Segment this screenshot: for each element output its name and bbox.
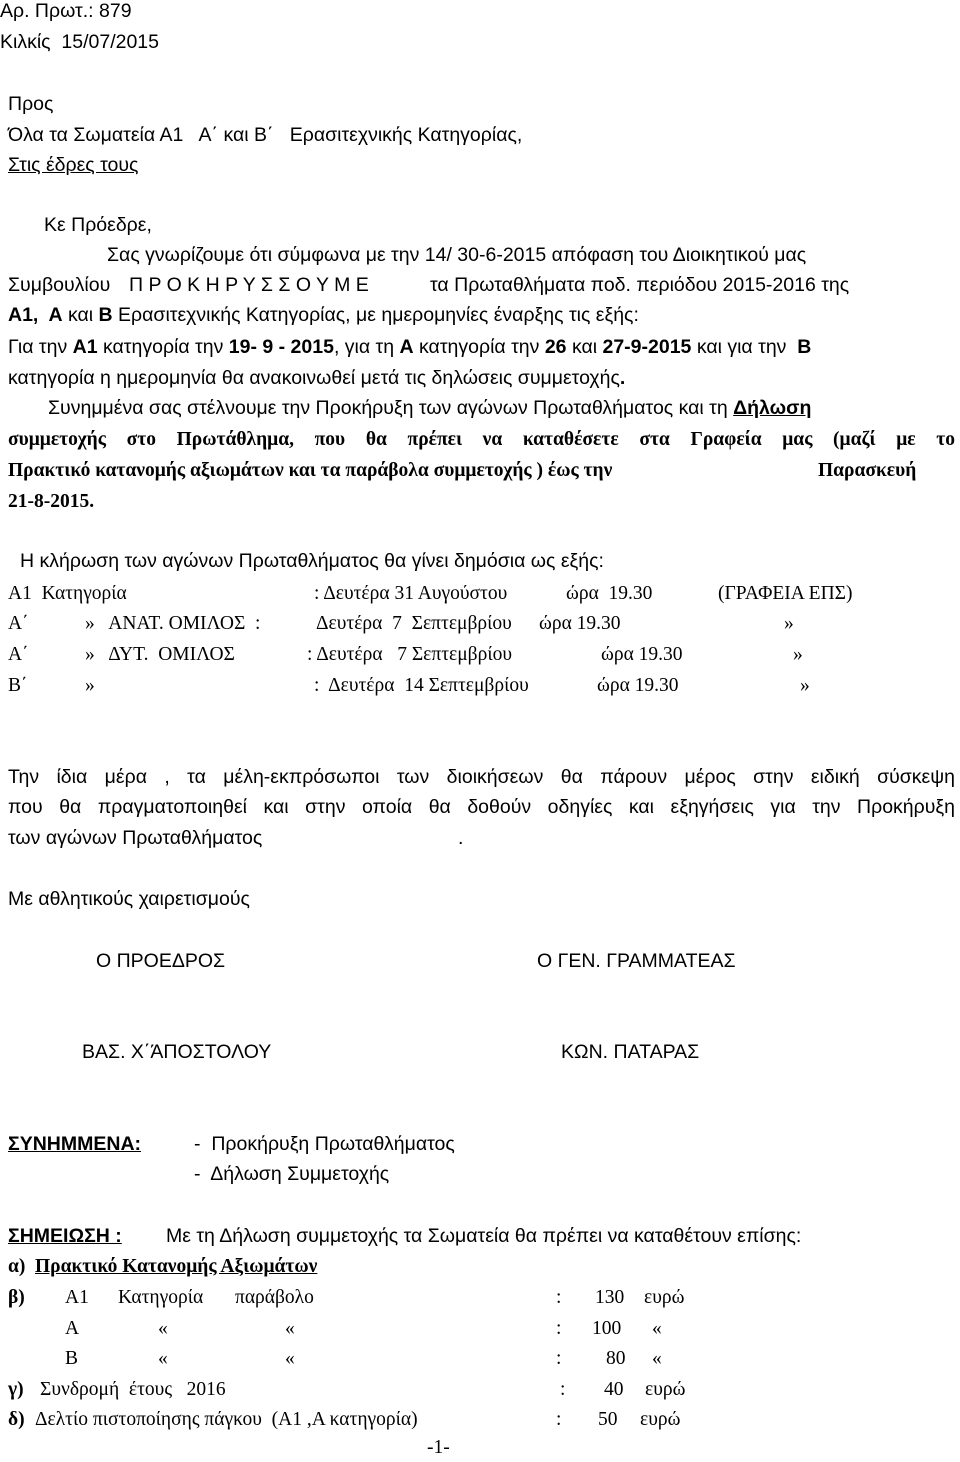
draw-intro: Η κλήρωση των αγώνων Πρωταθλήματος θα γίνει δημόσια ως εξής: bbox=[20, 550, 604, 572]
recipient-heading: Προς bbox=[8, 93, 54, 115]
paragraph-1-line-3: Α1, Α και Β Ερασιτεχνικής Κατηγορίας, με ημερομηνίες έναρξης τις εξής: bbox=[8, 304, 639, 326]
fee-category: Β bbox=[65, 1348, 79, 1369]
note-item-d-text: Δελτίο πιστοποίησης πάγκου (Α1 ,Α κατηγορία) bbox=[35, 1409, 418, 1430]
fee-colon: : bbox=[556, 1409, 562, 1430]
president-name: ΒΑΣ. Χ΄ΆΠΟΣΤΟΛΟΥ bbox=[82, 1041, 272, 1063]
paragraph-1-line-2a: Συμβουλίου bbox=[8, 274, 111, 296]
recipients: Όλα τα Σωματεία Α1 Α΄ και Β΄ Ερασιτεχνικής Κατηγορίας, bbox=[8, 124, 523, 146]
draw-row-day: : Δευτέρα 14 Σεπτεμβρίου bbox=[314, 675, 529, 696]
draw-row-category: Α1 Κατηγορία bbox=[8, 583, 127, 604]
fee-description: « bbox=[285, 1318, 295, 1339]
fee-amount: 130 bbox=[595, 1287, 625, 1308]
draw-row-place: » bbox=[800, 675, 810, 696]
attachment-item: - Δήλωση Συμμετοχής bbox=[194, 1163, 390, 1185]
draw-row-time: ώρα 19.30 bbox=[597, 675, 679, 696]
fee-colon: : bbox=[556, 1318, 562, 1339]
draw-row-category: Α΄ bbox=[8, 613, 29, 634]
greeting: Με αθλητικούς χαιρετισμούς bbox=[8, 888, 250, 910]
attachment-item: - Προκήρυξη Πρωταθλήματος bbox=[194, 1133, 455, 1155]
draw-row-group: » ΑΝΑΤ. ΟΜΙΛΟΣ : bbox=[85, 613, 261, 634]
draw-row-day: Δευτέρα 7 Σεπτεμβρίου bbox=[316, 613, 512, 634]
fee-unit: « bbox=[652, 1318, 662, 1339]
draw-row-time: ώρα 19.30 bbox=[601, 644, 683, 665]
draw-row-time: ώρα 19.30 bbox=[566, 583, 653, 604]
draw-row-place: » bbox=[793, 644, 803, 665]
proclamation-word: Π Ρ Ο Κ Η Ρ Υ Σ Σ Ο Υ Μ Ε bbox=[129, 274, 369, 296]
note-item-c-text: Συνδρομή έτους 2016 bbox=[40, 1379, 226, 1400]
salutation: Κε Πρόεδρε, bbox=[44, 214, 152, 236]
fee-description: παράβολο bbox=[235, 1287, 314, 1308]
fee-unit: « bbox=[652, 1348, 662, 1369]
secretary-name: ΚΩΝ. ΠΑΤΑΡΑΣ bbox=[561, 1041, 700, 1063]
draw-row-group: » bbox=[85, 675, 95, 696]
fee-unit: ευρώ bbox=[644, 1287, 685, 1308]
fee-colon: : bbox=[556, 1348, 562, 1369]
fee-colon: : bbox=[560, 1379, 566, 1400]
fee-description: « bbox=[158, 1318, 168, 1339]
note-label: ΣΗΜΕΙΩΣΗ : bbox=[8, 1225, 122, 1247]
meeting-line-2: που θα πραγματοποιηθεί και στην οποία θα δοθούν οδηγίες και εξηγήσεις για την Προκήρυξη bbox=[8, 796, 955, 818]
paragraph-3-line-2: συμμετοχής στο Πρωτάθλημα, που θα πρέπει να καταθέσετε στα Γραφεία μας (μαζί με το bbox=[8, 429, 955, 450]
fee-unit: ευρώ bbox=[640, 1409, 681, 1430]
page-number: -1- bbox=[427, 1437, 450, 1458]
fee-amount: 40 bbox=[604, 1379, 624, 1400]
paragraph-2-line-2: κατηγορία η ημερομηνία θα ανακοινωθεί μετά τις δηλώσεις συμμετοχής. bbox=[8, 367, 626, 389]
note-item-b-label: β) bbox=[8, 1287, 25, 1308]
protocol-number: Αρ. Πρωτ.: 879 bbox=[0, 0, 132, 22]
note-item-a-text: Πρακτικό Κατανομής Αξιωμάτων bbox=[35, 1256, 318, 1277]
note-text: Με τη Δήλωση συμμετοχής τα Σωματεία θα πρέπει να καταθέτουν επίσης: bbox=[166, 1225, 802, 1247]
deadline-day: Παρασκευή bbox=[818, 460, 917, 481]
paragraph-3-line-3: Πρακτικό κατανομής αξιωμάτων και τα παράβολα συμμετοχής ) έως την bbox=[8, 460, 613, 481]
draw-row-time: ώρα 19.30 bbox=[539, 613, 621, 634]
fee-description: « bbox=[158, 1348, 168, 1369]
draw-row-place: » bbox=[784, 613, 794, 634]
attachments-label: ΣΥΝΗΜΜΕΝΑ: bbox=[8, 1133, 142, 1155]
place-date: Κιλκίς 15/07/2015 bbox=[0, 31, 159, 53]
fee-description: Κατηγορία bbox=[118, 1287, 204, 1308]
meeting-line-1: Την ίδια μέρα , τα μέλη-εκπρόσωποι των διοικήσεων θα πάρουν μέρος στην ειδική σύσκεψη bbox=[8, 766, 955, 788]
draw-row-day: : Δευτέρα 7 Σεπτεμβρίου bbox=[307, 644, 512, 665]
draw-row-category: Α΄ bbox=[8, 644, 29, 665]
note-item-d-label: δ) bbox=[8, 1409, 25, 1430]
paragraph-2-line-1: Για την Α1 κατηγορία την 19- 9 - 2015, για τη Α κατηγορία την 26 και 27-9-2015 και για την Β bbox=[8, 336, 812, 358]
fee-colon: : bbox=[556, 1287, 562, 1308]
meeting-line-3-period: . bbox=[458, 827, 464, 849]
paragraph-1-line-2c: τα Πρωταθλήματα ποδ. περιόδου 2015-2016 της bbox=[430, 274, 850, 296]
fee-description: « bbox=[285, 1348, 295, 1369]
paragraph-3-line-1: Συνημμένα σας στέλνουμε την Προκήρυξη των αγώνων Πρωταθλήματος και τη Δήλωση bbox=[48, 397, 812, 419]
fee-category: Α bbox=[65, 1318, 80, 1339]
note-item-c-label: γ) bbox=[8, 1379, 24, 1400]
fee-amount: 100 bbox=[592, 1318, 622, 1339]
note-item-a-label: α) bbox=[8, 1256, 26, 1277]
fee-unit: ευρώ bbox=[645, 1379, 686, 1400]
paragraph-1-line-1: Σας γνωρίζουμε ότι σύμφωνα με την 14/ 30-6-2015 απόφαση του Διοικητικού μας bbox=[107, 244, 807, 266]
secretary-title: Ο ΓΕΝ. ΓΡΑΜΜΑΤΕΑΣ bbox=[537, 950, 736, 972]
draw-row-place: (ΓΡΑΦΕΙΑ ΕΠΣ) bbox=[718, 583, 853, 604]
fee-amount: 80 bbox=[606, 1348, 626, 1369]
recipients-location: Στις έδρες τους bbox=[8, 154, 139, 176]
draw-row-group: » ΔΥΤ. ΟΜΙΛΟΣ bbox=[85, 644, 235, 665]
president-title: Ο ΠΡΟΕΔΡΟΣ bbox=[96, 950, 226, 972]
draw-row-category: Β΄ bbox=[8, 675, 28, 696]
meeting-line-3: των αγώνων Πρωταθλήματος bbox=[8, 827, 263, 849]
fee-amount: 50 bbox=[598, 1409, 618, 1430]
fee-category: Α1 bbox=[65, 1287, 89, 1308]
draw-row-day: : Δευτέρα 31 Αυγούστου bbox=[314, 583, 508, 604]
deadline-date: 21-8-2015. bbox=[8, 491, 95, 512]
